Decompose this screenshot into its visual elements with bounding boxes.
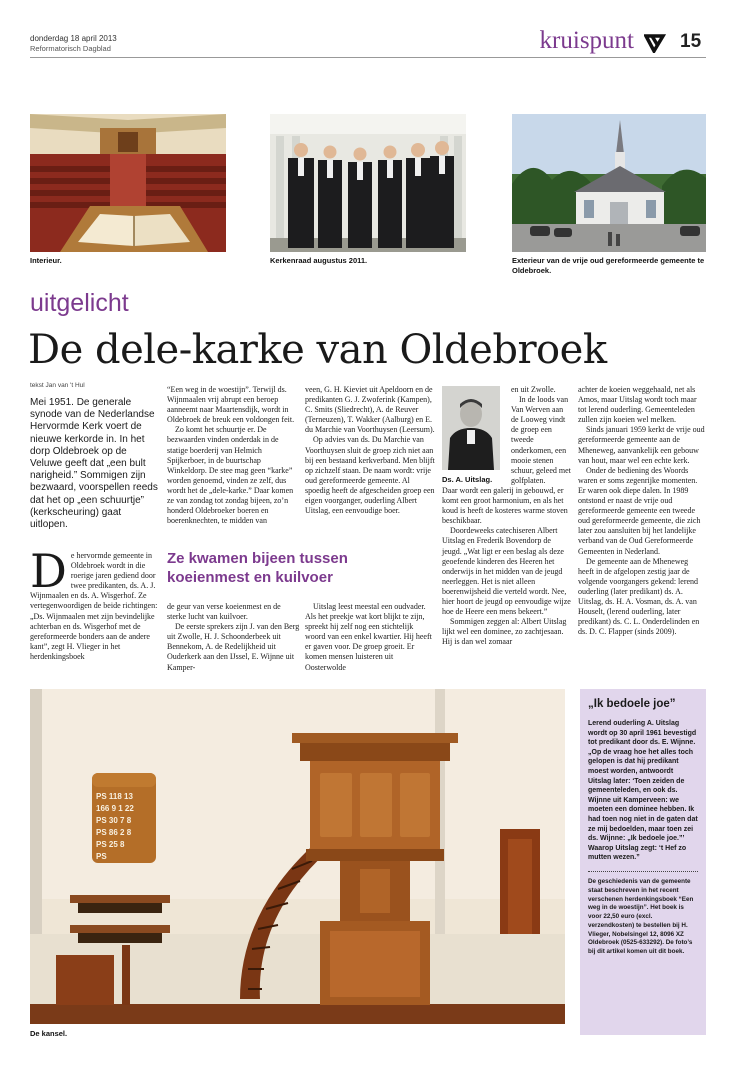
sidebar-footer: De geschiedenis van de gemeente staat beschreven in het recent verschenen herdenkingsboek “Een weg in de woestijn”. Het boek is voor 22,50 euro (excl. verzendkosten) te bestellen bij H. Vlieger, Nobelsingel 12, 8096 XZ Oldebroek (0525-633292). De foto’s bij dit artikel komen uit dit boek. (588, 877, 694, 956)
paragraph: Daar wordt een galerij in gebouwd, er komt een groot harmonium, en als het koud is heeft de kosteres warme stoven beschikbaar. (442, 485, 568, 526)
drop-cap: D (30, 544, 67, 598)
page-number: 15 (680, 31, 702, 52)
portrait-caption: Ds. A. Uitslag. (442, 475, 493, 484)
paragraph: De eerste sprekers zijn J. van den Berg uit Zwolle, H. J. Schoonderbeek uit Bennekom, A. de Redelijkheid uit Ouderkerk aan den IJssel, E. Wijnne uit Kamper- (167, 622, 300, 672)
paragraph: De gemeente aan de Mheneweg heeft in de afgelopen zestig jaar de volgende voorgangers gekend: lerend ouderling (later predikant) ds. A. Uitslag, ds. H. A. Vosman, ds. A. van Houselt, (lerend ouderling, later predikant) ds. C. L. Onderdelinden en ds. D. C. Flapper (sinds 2009). (578, 556, 700, 637)
column-2-upper (167, 385, 300, 526)
column-2-lower (167, 602, 300, 673)
column-5 (578, 385, 706, 637)
exterior-caption: Exterieur van de vrije oud gereformeerde gemeente te Oldebroek. (512, 256, 705, 275)
quote-sidebar (580, 689, 706, 1035)
article-subhead: Ze kwamen bijeen tussen koeienmest en kuilvoer (167, 550, 348, 586)
paragraph: en uit Zwolle. (511, 385, 556, 394)
church-council-photo (270, 114, 466, 252)
interior-photo (30, 114, 226, 252)
sidebar-body: Lerend ouderling A. Uitslag wordt op 30 april 1961 bevestigd tot predikant door ds. E. Wijnne. „Op de vraag hoe het alles toch gelopen is dat hij predikant moest worden, antwoordt Uitslag later: ‘Toen zeiden de gemeenteleden, en ook ds. Wijnne uit Kamperveen: we moeten een dominee hebben. Ik had toen nog niet in de gaten dat ze mij bedoelden, maar toen zei ds. Wijnne: „Ik bedoele joe.”’ Waarop Uitslag zegt: ‘t Hef zo mutten wezen.” (588, 720, 698, 862)
pulpit-photo (30, 689, 565, 1024)
exterior-photo (512, 114, 706, 252)
interior-caption: Interieur. (30, 256, 62, 265)
hymn-board-row: PS 118 13 (96, 792, 133, 801)
paragraph: veen, G. H. Kieviet uit Apeldoorn en de predikanten G. J. Zwoferink (Kampen), C. Smits (Sliedrecht), A. de Reuver (Terneuzen), T. Wakker (Aalburg) en E. du Marchie van Voorthuysen (Leersum). (305, 385, 435, 435)
hymn-board-row: PS 25 8 (96, 840, 125, 849)
paragraph: Op advies van ds. Du Marchie van Voorthuysen sluit de groep zich niet aan bij een bestaand kerkverband. Men blijft op zichzelf staan. De naam wordt: vrije oud gereformeerde gemeente. Al spoedig heeft de afgescheiden groep een eigen voorganger, ouderling Albert Uitslag, een eenvoudige boer. (305, 435, 435, 516)
paragraph: “Een weg in de woestijn”. Terwijl ds. Wijnmaalen vrij abrupt een beroep aanneemt naar Maartensdijk, wordt in Oldebroek de breuk een voldongen feit. (167, 385, 295, 425)
paragraph: In de loods van Van Werven aan de Looweg vindt de groep een tweede onderkomen, een mooie stenen schuur, geleed met golfplaten. (511, 395, 571, 485)
column-3-lower (305, 602, 435, 673)
section-logo-icon (644, 33, 666, 53)
article-headline: De dele-karke van Oldebroek (28, 327, 607, 373)
sidebar-divider (588, 871, 698, 872)
church-council-caption: Kerkenraad augustus 2011. (270, 256, 368, 265)
paragraph: Sommigen zeggen al: Albert Uitslag lijkt wel een dominee, zo zachtjesaan. Hij is dan wel zomaar (442, 617, 567, 647)
article-kicker: uitgelicht (30, 289, 129, 317)
hymn-board-row: PS (96, 852, 107, 861)
paragraph: Sinds januari 1959 kerkt de vrije oud gereformeerde gemeente aan de Mheneweg, aanvankelijk een gebouw van hout, maar wel een echte kerk. (578, 425, 705, 465)
paragraph: Doordeweeks catechiseren Albert Uitslag en Frederik Bovendorp de jeugd. „Wat ligt er een beslag als deze geoefende kinderen des Heeren het onderwijs in het midden van de jeugd neerleggen. Het is niet alleen boerenwijsheid die verteld wordt. Nee, hier hoort de jeugd op eenvoudige wijze hoe de Heere een mens bekeert.” (442, 526, 571, 617)
sidebar-title: „Ik bedoele joe” (588, 698, 676, 710)
newspaper-name: Reformatorisch Dagblad (30, 44, 111, 53)
paragraph: Zo komt het schuurtje er. De bezwaarden vinden onderdak in de statige boerderij van Helmich Spijkerboer, in de buurtschap Winkeldorp. De stee mag geen “karke” worden genoemd, vinden ze zelf, dus wordt het de „dele-karke.” Daar komen ze van zondag tot zondag bijeen, zo’n honderd Oldebroeker boeren en boerenknechten, te midden van (167, 425, 294, 526)
hymn-board-row: PS 86 2 8 (96, 828, 132, 837)
hymn-board-row: PS 30 7 8 (96, 816, 132, 825)
paragraph: e hervormde gemeente in Oldebroek wordt in die roerige jaren gediend door twee predikanten, ds. A. J. Wijnmaalen en ds. A. Wisgerhof. Ze vertegenwoordigen de beide richtingen: „Ds. Wijnmaalen met zijn bevindelijke achterban en ds. Wisgerhof met de gereformeerde bonders aan de andere kant”, zegt H. Vlieger in het herdenkingsboek (30, 551, 158, 661)
pulpit-caption: De kansel. (30, 1029, 68, 1038)
column-4 (442, 385, 572, 647)
article-intro: Mei 1951. De generale synode van de Nederlandse Hervormde Kerk voert de nieuwe kerkorde in. In het dorp Oldebroek op de Veluwe geeft dat „een bult narigheid.” Sommigen zijn bezwaard, voorspellen reeds dat het op „een schuurtje” (kerkscheuring) gaat uitlopen. (30, 397, 158, 531)
paragraph: achter de koeien weggehaald, net als Amos, maar Uitslag wordt toch maar tot lerend ouderling. Gemeenteleden zullen zijn koeien wel melken. (578, 385, 697, 425)
hymn-board-row: 166 9 1 22 (96, 804, 134, 813)
paragraph: Onder de bediening des Woords waren er soms zegenrijke momenten. Er waren ook diepe dalen. In 1989 ontstond er naast de vrije oud gereformeerde gemeente een tweede oud gereformeerde gemeente, die zich later zou aansluiten bij het landelijke verband van de Oud Gereformeerde Gemeenten in Nederland. (578, 465, 701, 556)
article-byline: tekst Jan van 't Hul (30, 382, 85, 389)
paragraph: de geur van verse koeienmest en de sterke lucht van kuilvoer. (167, 602, 281, 622)
header-rule (30, 57, 706, 58)
column-1-lower (30, 544, 160, 662)
paragraph: Uitslag leest meestal een oudvader. Als het preekje wat kort blijkt te zijn, spreekt hij zelf nog een stichtelijk woord van een enkel kwartier. Hij heeft er gaven voor. De groep groeit. Er komen mensen luisteren uit Oosterwolde (305, 602, 432, 672)
issue-date: donderdag 18 april 2013 (30, 34, 117, 43)
section-title: kruispunt (539, 27, 634, 54)
column-3-upper (305, 385, 435, 516)
